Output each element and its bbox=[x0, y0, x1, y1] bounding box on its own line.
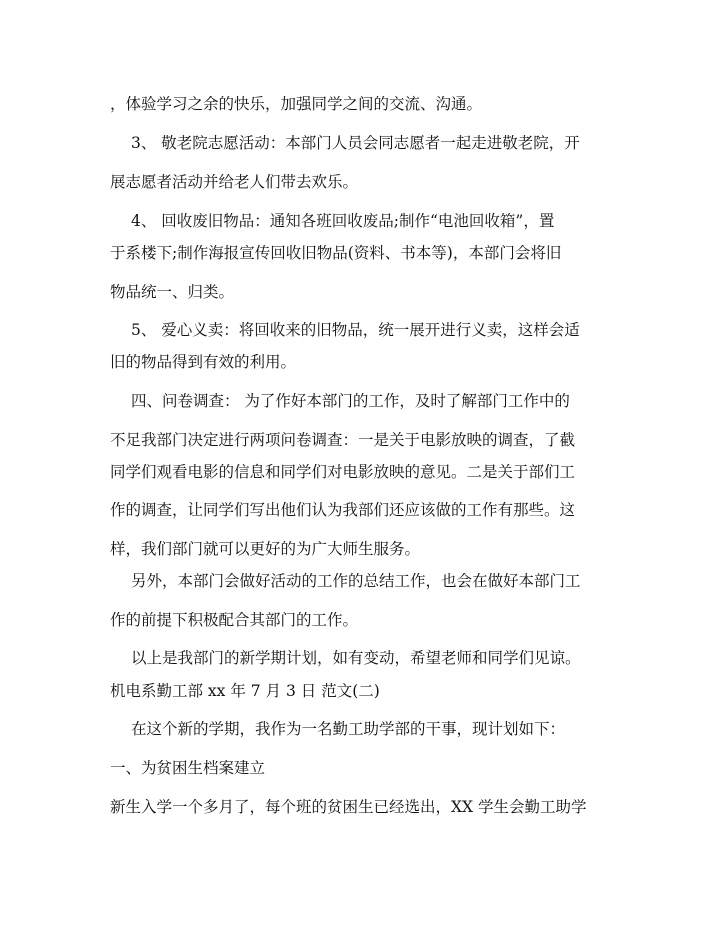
text-line-10: 不足我部门决定进行两项问卷调查：一是关于电影放映的调查，了截 bbox=[110, 431, 576, 449]
text-line-9: 四、问卷调查： 为了作好本部门的工作，及时了解部门工作中的 bbox=[131, 392, 570, 410]
text-line-5: 于系楼下;制作海报宣传回收旧物品(资料、书本等)，本部门会将旧 bbox=[110, 244, 562, 262]
signature-line: 机电系勤工部 xx 年 7 月 3 日 范文(二) bbox=[110, 682, 380, 700]
text-line-8: 旧的物品得到有效的利用。 bbox=[110, 353, 297, 371]
text-line-4: 4、 回收废旧物品：通知各班回收废品;制作“电池回收箱”，置 bbox=[131, 212, 555, 230]
section-heading: 一、为贫困生档案建立 bbox=[110, 759, 266, 777]
text-line-1: ，体验学习之余的快乐，加强同学之间的交流、沟通。 bbox=[110, 95, 483, 113]
text-line-12: 作的调查，让同学们写出他们认为我部们还应该做的工作有那些。这 bbox=[110, 501, 576, 519]
text-line-6: 物品统一、归类。 bbox=[110, 283, 235, 301]
text-line-15: 作的前提下积极配合其部门的工作。 bbox=[110, 611, 359, 629]
text-line-13: 样，我们部门就可以更好的为广大师生服务。 bbox=[110, 540, 421, 558]
text-line-7: 5、 爱心义卖：将回收来的旧物品，统一展开进行义卖，这样会适 bbox=[131, 321, 580, 339]
text-line-14: 另外，本部门会做好活动的工作的总结工作，也会在做好本部门工 bbox=[131, 572, 581, 590]
text-line-11: 同学们观看电影的信息和同学们对电影放映的意见。二是关于部们工 bbox=[110, 463, 576, 481]
text-line-16: 以上是我部门的新学期计划，如有变动，希望老师和同学们见谅。 bbox=[131, 649, 581, 667]
text-line-20: 新生入学一个多月了，每个班的贫困生已经选出，XX 学生会勤工助学 bbox=[110, 798, 587, 816]
text-line-2: 3、 敬老院志愿活动：本部门人员会同志愿者一起走进敬老院，开 bbox=[131, 134, 580, 152]
text-line-18: 在这个新的学期，我作为一名勤工助学部的干事，现计划如下： bbox=[131, 720, 566, 738]
text-line-3: 展志愿者活动并给老人们带去欢乐。 bbox=[110, 173, 359, 191]
